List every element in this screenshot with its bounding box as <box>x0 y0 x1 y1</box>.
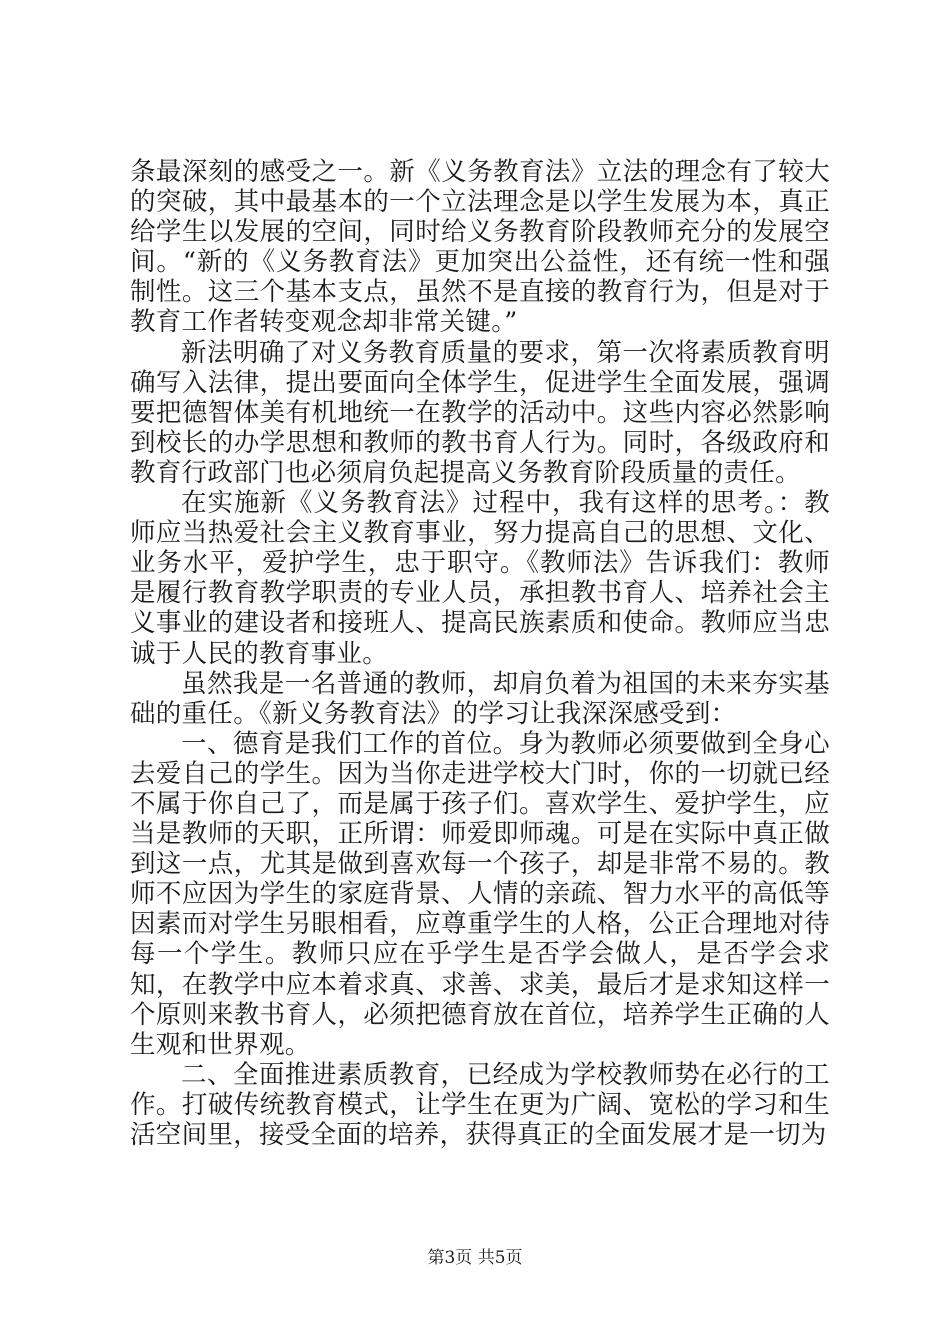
paragraph-6: 二、全面推进素质教育，已经成为学校教师势在必行的工作。打破传统教育模式，让学生在更为广阔、宽松的学习和生活空间里，接受全面的培养，获得真正的全面发展才是一切为 <box>130 1059 830 1150</box>
paragraph-4: 虽然我是一名普通的教师，却肩负着为祖国的未来夯实基础的重任。《新义务教育法》的学习让我深深感受到： <box>130 668 830 729</box>
paragraph-1: 条最深刻的感受之一。新《义务教育法》立法的理念有了较大的突破，其中最基本的一个立法理念是以学生发展为本，真正给学生以发展的空间，同时给义务教育阶段教师充分的发展空间。“新的《义务教育法》更加突出公益性，还有统一性和强制性。这三个基本支点，虽然不是直接的教育行为，但是对于教育工作者转变观念却非常关键。” <box>130 157 830 338</box>
paragraph-3: 在实施新《义务教育法》过程中，我有这样的思考。：教师应当热爱社会主义教育事业，努力提高自己的思想、文化、业务水平，爱护学生，忠于职守。《教师法》告诉我们：教师是履行教育教学职责的专业人员，承担教书育人、培养社会主义事业的建设者和接班人、提高民族素质和使命。教师应当忠诚于人民的教育事业。 <box>130 488 830 669</box>
document-body <box>130 157 830 1150</box>
page-footer: 第3页 共5页 <box>427 1248 523 1268</box>
paragraph-2: 新法明确了对义务教育质量的要求，第一次将素质教育明确写入法律，提出要面向全体学生，促进学生全面发展，强调要把德智体美有机地统一在教学的活动中。这些内容必然影响到校长的办学思想和教师的教书育人行为。同时，各级政府和教育行政部门也必须肩负起提高义务教育阶段质量的责任。 <box>130 337 830 488</box>
paragraph-5: 一、德育是我们工作的首位。身为教师必须要做到全身心去爱自己的学生。因为当你走进学校大门时，你的一切就已经不属于你自己了，而是属于孩子们。喜欢学生、爱护学生，应当是教师的天职，正所谓：师爱即师魂。可是在实际中真正做到这一点，尤其是做到喜欢每一个孩子，却是非常不易的。教师不应因为学生的家庭背景、人情的亲疏、智力水平的高低等因素而对学生另眼相看，应尊重学生的人格，公正合理地对待每一个学生。教师只应在乎学生是否学会做人，是否学会求知，在教学中应本着求真、求善、求美，最后才是求知这样一个原则来教书育人，必须把德育放在首位，培养学生正确的人生观和世界观。 <box>130 728 830 1060</box>
